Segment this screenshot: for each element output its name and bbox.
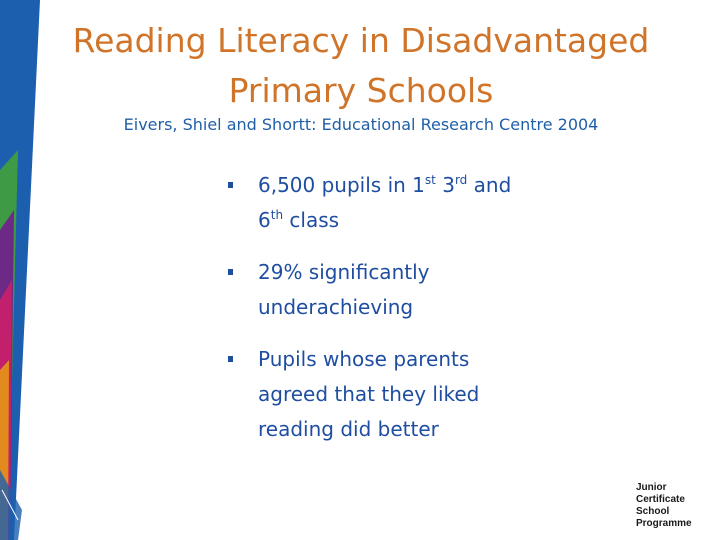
logo-line: Certificate	[636, 494, 685, 505]
superscript: th	[270, 208, 284, 222]
bullet-marker-icon	[228, 356, 233, 362]
logo-line: School	[636, 506, 670, 517]
bullet-text: underachieving	[258, 295, 414, 319]
bullet-text: 6,500 pupils in 1	[258, 173, 425, 197]
bullet-item-parents	[228, 342, 548, 447]
bullet-text: 6	[258, 208, 271, 232]
superscript: rd	[454, 173, 468, 187]
bullet-text: 29% significantly	[258, 260, 430, 284]
title-line-1: Reading Literacy in Disadvantaged	[72, 21, 650, 60]
logo-line: Programme	[636, 518, 692, 529]
bullet-item-underachieving	[228, 255, 548, 325]
bullet-text: class	[283, 208, 340, 232]
bullet-text: reading did better	[258, 417, 439, 441]
slide-title	[60, 16, 662, 116]
title-line-2: Primary Schools	[228, 71, 494, 110]
bullet-text: and	[467, 173, 512, 197]
bullet-list	[228, 168, 548, 447]
bullet-text: agreed that they liked	[258, 382, 480, 406]
slide-subtitle: Eivers, Shiel and Shortt: Educational Research Centre 2004	[123, 115, 599, 134]
bullet-marker-icon	[228, 182, 233, 188]
superscript: st	[424, 173, 436, 187]
bullet-text: 3	[435, 173, 455, 197]
jcsp-logo	[636, 482, 716, 530]
bullet-text: Pupils whose parents	[258, 347, 470, 371]
bullet-item-pupils-count	[228, 168, 548, 238]
logo-line: Junior	[636, 482, 667, 493]
bullet-marker-icon	[228, 269, 233, 275]
